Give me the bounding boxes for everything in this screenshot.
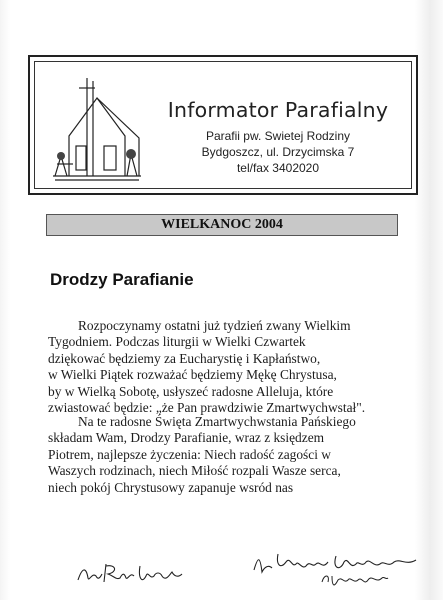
header-box [28, 55, 418, 195]
paragraph-line: niech pokój Chrystusowy zapanuje wsród nas [48, 479, 294, 495]
greeting-heading: Drodzy Parafianie [50, 270, 194, 289]
header-title: Informator Parafialny [167, 98, 389, 122]
paragraph-line: by w Wielką Sobotę, usłyszeć radosne Alleluja, które [48, 383, 334, 399]
signature-title-proboszcz [320, 566, 390, 590]
signature-left [76, 558, 186, 588]
paragraph-line: dziękować będziemy za Eucharystię i Kapłaństwo, [48, 350, 321, 366]
paragraph-line: Piotrem, najlepsze życzenia: Niech radość zagości w [48, 446, 331, 462]
paragraph-line: Waszych rodzinach, niech Miłość rozpali Wasze serca, [48, 463, 341, 479]
header-inner-frame [34, 61, 412, 189]
header-phone: tel/fax 3402020 [236, 161, 320, 175]
paragraph-line: Na te radosne Święta Zmartwychwstania Pańskiego [78, 414, 356, 429]
paragraph-2 [48, 414, 414, 496]
paragraph-line: w Wielki Piątek rozważać będziemy Mękę Chrystusa, [48, 367, 337, 383]
paragraph-line: składam Wam, Drodzy Parafianie, wraz z księdzem [48, 430, 325, 446]
paragraph-line: Rozpoczynamy ostatni już tydzień zwany Wielkim [78, 318, 351, 333]
header-address: Bydgoszcz, ul. Drzycimska 7 [201, 145, 355, 159]
paragraph-line: Tygodniem. Podczas liturgii w Wielki Czwartek [48, 334, 306, 350]
easter-banner: WIELKANOC 2004 [46, 214, 398, 236]
header-parish-name: Parafii pw. Swietej Rodziny [205, 129, 351, 143]
paragraph-1 [48, 318, 414, 416]
church-drawing-icon [49, 76, 144, 186]
paragraph-line: zwiastować będzie: „że Pan prawdziwie Zmartwychwstał". [48, 400, 366, 416]
